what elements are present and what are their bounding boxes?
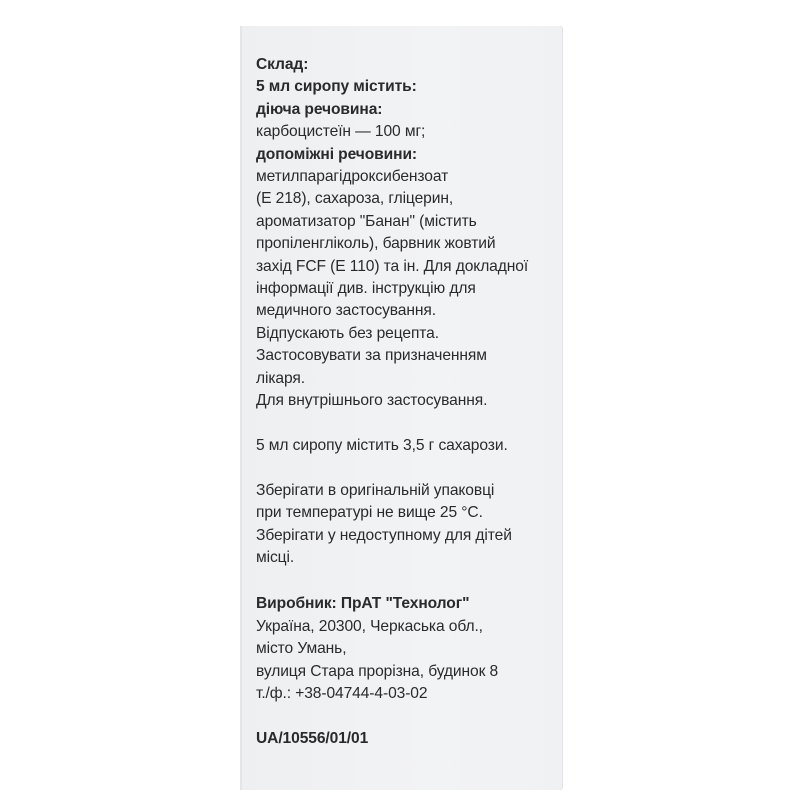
composition-heading: Склад:: [256, 56, 309, 73]
excipients-line: захід FCF (E 110) та ін. Для докладної: [256, 257, 529, 275]
per-dose-label: 5 мл сиропу містить:: [256, 78, 417, 96]
manufacturer-title: Виробник: ПрАТ "Технолог": [256, 595, 470, 613]
manufacturer-address-line: Україна, 20300, Черкаська обл.,: [256, 617, 483, 635]
storage-line: при температурі не вище 25 °С.: [256, 504, 483, 522]
manufacturer-phone: т./ф.: +38-04744-4-03-02: [256, 684, 428, 702]
excipients-line: інформації див. інструкцію для: [256, 280, 476, 298]
package-text: [256, 54, 556, 750]
active-ingredient-label: діюча речовина:: [256, 100, 383, 118]
manufacturer-address-line: місто Умань,: [256, 640, 347, 658]
excipients-line: метилпарагідроксибензоат: [256, 168, 449, 186]
storage-line: Зберігати в оригінальній упаковці: [256, 481, 495, 499]
registration-number: UA/10556/01/01: [256, 729, 369, 747]
dispensing-note: Відпускають без рецепта.: [256, 324, 439, 342]
active-ingredient-value: карбоцистеїн — 100 мг;: [256, 123, 426, 141]
sugar-note: 5 мл сиропу містить 3,5 г сахарози.: [256, 436, 508, 454]
excipients-line: (E 218), сахароза, гліцерин,: [256, 190, 454, 208]
usage-note: лікаря.: [256, 369, 305, 387]
excipients-label: допоміжні речовини:: [256, 145, 418, 163]
route-note: Для внутрішнього застосування.: [256, 392, 488, 410]
excipients-line: медичного застосування.: [256, 302, 436, 320]
excipients-line: пропіленгліколь), барвник жовтий: [256, 235, 496, 253]
excipients-line: ароматизатор "Банан" (містить: [256, 212, 477, 230]
storage-line: місці.: [256, 548, 295, 566]
usage-note: Застосовувати за призначенням: [256, 347, 487, 365]
manufacturer-address-line: вулиця Стара прорізна, будинок 8: [256, 662, 499, 680]
storage-line: Зберігати у недоступному для дітей: [256, 526, 512, 544]
